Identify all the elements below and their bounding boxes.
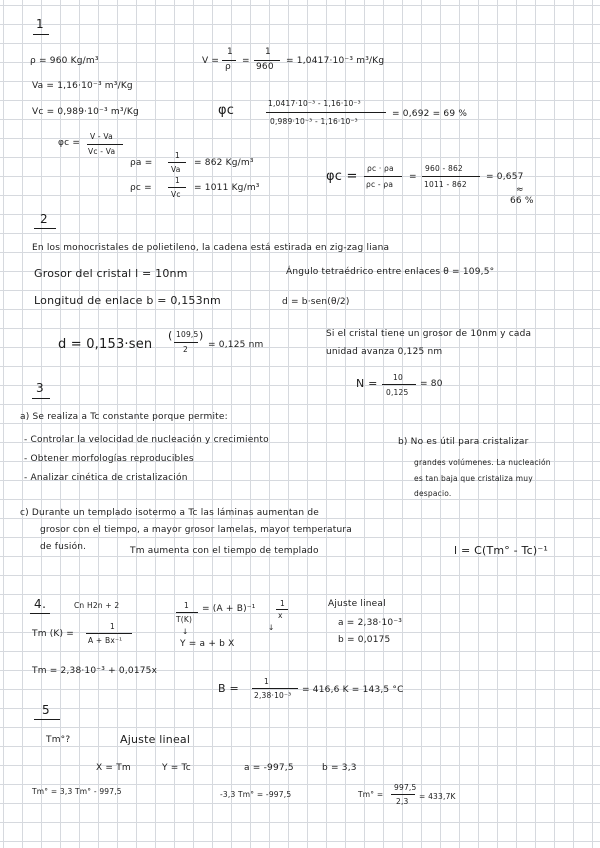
fraction-bar [222,60,236,61]
phic2-label: φc = [326,169,358,184]
q5-fit-title: Ajuste lineal [120,733,191,746]
equals-sign: = [242,56,250,66]
rhoa-label: ρa = [130,158,153,168]
q3-c-line1: c) Durante un templado isotermo a Tc las láminas aumentan de [20,508,320,518]
q2-n-den: 0,125 [386,388,409,397]
equals-sign: = [409,172,417,182]
section-number-1: 1 [36,17,45,31]
q2-paren-open: ( [168,329,173,342]
q3-c-line3: de fusión. [40,542,87,552]
q3-c-line2: grosor con el tiempo, a mayor grosor lamelas, mayor temperatura [40,525,352,535]
q2-intro: En los monocristales de polietileno, la cadena está estirada en zig-zag liana [32,243,390,253]
q2-d-num: 109,5 [176,330,199,339]
q3-c-formula: l = C(Tm° - Tc)⁻¹ [454,544,548,557]
q4-tm-num: 1 [110,622,115,631]
q2-d-formula: d = b·sen(θ/2) [282,297,350,307]
q4-tm-den: A + Bx⁻¹ [88,636,123,645]
fraction-bar [364,176,402,177]
fraction-bar [276,609,288,610]
va-value: Va = 1,16·10⁻³ m³/Kg [32,81,133,91]
q4-fit-title: Ajuste lineal [328,599,386,609]
fraction-bar [266,112,386,113]
fraction-bar [86,633,132,634]
q2-note-line1: Si el cristal tiene un grosor de 10nm y cada [326,329,532,339]
rhoa-den: Va [171,165,181,174]
arrow-down-icon: ↓ [182,627,189,636]
phic-label: φc = [58,138,81,148]
q4-tm-label: Tm (K) = [32,629,75,639]
rhoc-num: 1 [175,176,180,185]
fraction-bar [391,794,415,795]
q2-n-label: N = [356,377,378,390]
v-frac1-num: 1 [227,47,233,57]
q2-note-line2: unidad avanza 0,125 nm [326,347,443,357]
q3-b-line4: despacio. [414,489,452,498]
rhoc-label: ρc = [130,183,152,193]
q4-eq-den: T(K) [176,615,193,624]
q2-d-den: 2 [183,345,188,354]
q5-line3-num: 997,5 [394,783,417,792]
phic2-num: ρc · ρa [367,164,394,173]
phic-calc-result: = 0,692 = 69 % [392,109,468,119]
q5-line3-label: Tm° = [358,790,384,799]
phic2-result: = 0,657 [486,172,524,182]
q3-b-line3: es tan baja que cristaliza muy [414,474,533,483]
phic-calc-num: 1,0417·10⁻³ - 1,16·10⁻³ [268,99,361,108]
q4-eq-x-den: x [278,611,283,620]
rho-value: ρ = 960 Kg/m³ [30,56,99,66]
fraction-bar [176,612,198,613]
q2-paren-close: ) [199,329,204,342]
q4-fit-a: a = 2,38·10⁻³ [338,618,403,628]
q5-b-val: b = 3,3 [322,763,357,773]
arrow-down-icon: ↓ [268,623,275,632]
section-number-2: 2 [40,212,49,226]
q5-line1: Tm° = 3,3 Tm° - 997,5 [32,787,122,796]
fraction-bar [254,60,280,61]
q4-eq-x-num: 1 [280,599,285,608]
phic-symbol: φc [218,103,235,118]
v-label: V = [202,56,220,66]
q5-question: Tm°? [46,735,71,745]
section-underline-2 [34,228,56,229]
q5-x-eq: X = Tm [96,763,131,773]
q4-b-num: 1 [264,677,269,686]
section-underline-5 [34,719,60,720]
fraction-bar [168,162,186,163]
v-frac1-den: ρ [225,62,231,72]
fraction-bar [422,176,480,177]
v-frac2-num: 1 [265,47,271,57]
q2-n-num: 10 [393,373,403,382]
q2-grosor: Grosor del cristal l = 10nm [34,267,188,280]
q4-tm-result: Tm = 2,38·10⁻³ + 0,0175x [32,666,158,676]
rhoc-result: = 1011 Kg/m³ [194,183,260,193]
q2-d-result: = 0,125 nm [208,340,264,350]
q3-c-line4: Tm aumenta con el tiempo de templado [130,546,319,556]
q3-b-line2: grandes volúmenes. La nucleación [414,458,551,467]
q3-a-item2: - Obtener morfologías reproducibles [24,454,194,464]
section-underline-3 [32,398,50,399]
q4-b-den: 2,38·10⁻³ [254,691,292,700]
q5-line3-den: 2,3 [396,797,409,806]
q4-model: Cn H2n + 2 [74,601,120,610]
phic2-percent: 66 % [510,196,534,206]
rhoa-num: 1 [175,151,180,160]
rhoc-den: Vc [171,190,181,199]
q3-a-item3: - Analizar cinética de cristalización [24,473,188,483]
q2-n-result: = 80 [420,379,443,389]
q4-fit-b: b = 0,0175 [338,635,391,645]
fraction-bar [87,144,123,145]
approx-sign: ≈ [516,185,524,195]
q3-a-item1: - Controlar la velocidad de nucleación y crecimiento [24,435,269,445]
q5-line2: -3,3 Tm° = -997,5 [220,790,292,799]
phic-denominator: Vc - Va [88,147,116,156]
section-number-3: 3 [36,381,45,395]
fraction-bar [174,342,198,343]
q4-b-label: B = [218,682,239,695]
fraction-bar [168,187,186,188]
vc-value: Vc = 0,989·10⁻³ m³/Kg [32,107,139,117]
q3-a-head: a) Se realiza a Tc constante porque permite: [20,412,228,422]
phic2-calc-den: 1011 - 862 [424,180,467,189]
fraction-bar [252,688,298,689]
section-underline-4 [30,613,50,614]
phic2-calc-num: 960 - 862 [425,164,463,173]
rhoa-result: = 862 Kg/m³ [194,158,254,168]
phic-calc-den: 0,989·10⁻³ - 1,16·10⁻³ [270,117,358,126]
v-result: = 1,0417·10⁻³ m³/Kg [286,56,385,66]
section-number-5: 5 [42,703,51,717]
q4-eq-num: 1 [184,601,189,610]
q4-eq-mid: = (A + B)⁻¹ [202,604,256,614]
q5-y-eq: Y = Tc [162,763,191,773]
fraction-bar [382,384,416,385]
q2-angulo: Ángulo tetraédrico entre enlaces θ = 109,5° [286,267,495,277]
section-underline-1 [33,34,49,35]
q4-b-result: = 416,6 K = 143,5 °C [302,685,404,695]
q2-d-calc: d = 0,153·sen [58,337,153,352]
q2-longitud: Longitud de enlace b = 0,153nm [34,294,221,307]
phic-numerator: V - Va [90,132,113,141]
q3-b-line1: b) No es útil para cristalizar [398,437,529,447]
q5-line3-result: = 433,7K [419,792,456,801]
phic2-den: ρc - ρa [366,180,394,189]
q4-linear-eq: Y = a + b X [180,639,235,649]
q5-a-val: a = -997,5 [244,763,294,773]
v-frac2-den: 960 [256,62,274,72]
section-number-4: 4. [34,597,47,611]
